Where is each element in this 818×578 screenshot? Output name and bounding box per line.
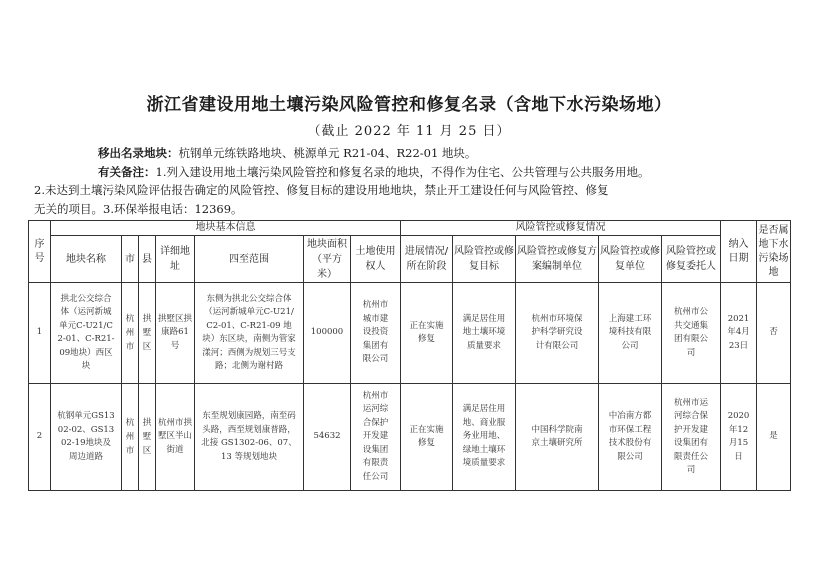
col-plan-unit: 风险管控或修复方案编制单位 bbox=[516, 236, 599, 283]
table-row bbox=[29, 384, 791, 491]
col-county: 县 bbox=[139, 236, 156, 283]
registry-table bbox=[28, 220, 791, 491]
header-risk-info: 风险管控或修复情况 bbox=[401, 221, 721, 236]
cell-boundary: 东侧为拱北公交综合体（运河新城单元C-U21/C2-01、C-R21-09 地块）东区块，南侧为管家漾河；西侧为规划三号支路；北侧为谢村路 bbox=[195, 283, 304, 384]
cell-address: 拱墅区拱康路61号 bbox=[156, 283, 195, 384]
removed-label: 移出名录地块： bbox=[98, 146, 179, 160]
document-title: 浙江省建设用地土壤污染风险管控和修复名录（含地下水污染场地） bbox=[146, 95, 672, 115]
header-seq: 序号 bbox=[29, 221, 51, 283]
cell-client: 杭州市公共交通集团有限公司 bbox=[662, 283, 721, 384]
col-area: 地块面积（平方米） bbox=[304, 236, 351, 283]
cell-plan-unit: 杭州市环境保护科学研究设计有限公司 bbox=[516, 283, 599, 384]
cell-address: 杭州市拱墅区半山街道 bbox=[156, 384, 195, 491]
cell-boundary: 东至规划康园路，南至码头路，西至规划康普路，北接 GS1302-06、07、13 等规划地块 bbox=[195, 384, 304, 491]
header-date: 纳入日期 bbox=[721, 221, 757, 283]
cell-target: 满足居住用地、商业服务业用地、绿地土壤环境质量要求 bbox=[453, 384, 516, 491]
cell-owner: 杭州市运河综合保护开发建设集团有限责任公司 bbox=[351, 384, 401, 491]
col-target: 风险管控或修复目标 bbox=[453, 236, 516, 283]
table-row bbox=[29, 283, 791, 384]
header-basic-info: 地块基本信息 bbox=[51, 221, 401, 236]
column-header-row bbox=[29, 236, 791, 283]
notes-line-3: 无关的项目。3.环保举报电话：12369。 bbox=[34, 201, 243, 216]
cell-name: 杭钢单元GS1302-02、GS1302-19地块及周边道路 bbox=[51, 384, 122, 491]
cell-progress: 正在实施修复 bbox=[401, 384, 453, 491]
cell-seq: 2 bbox=[29, 384, 51, 491]
cell-target: 满足居住用地土壤环境质量要求 bbox=[453, 283, 516, 384]
cell-client: 杭州市运河综合保护开发建设集团有限责任公司 bbox=[662, 384, 721, 491]
col-progress: 进展情况/所在阶段 bbox=[401, 236, 453, 283]
notes-line-2: 2.未达到土壤污染风险评估报告确定的风险管控、修复目标的建设用地地块，禁止开工建设任何与风险管控、修复 bbox=[34, 183, 609, 197]
document-subtitle: （截止 2022 年 11 月 25 日） bbox=[307, 124, 511, 139]
group-header-row bbox=[29, 221, 791, 236]
cell-repair-unit: 上海建工环境科技有限公司 bbox=[599, 283, 662, 384]
notes-line-1 bbox=[34, 163, 794, 182]
col-city: 市 bbox=[122, 236, 139, 283]
cell-city: 杭州市 bbox=[122, 384, 139, 491]
col-repair-unit: 风险管控或修复单位 bbox=[599, 236, 662, 283]
cell-owner: 杭州市城市建设投资集团有限公司 bbox=[351, 283, 401, 384]
notes-label: 有关备注： bbox=[98, 164, 156, 179]
cell-repair-unit: 中冶南方都市环保工程技术股份有限公司 bbox=[599, 384, 662, 491]
cell-seq: 1 bbox=[29, 283, 51, 384]
col-name: 地块名称 bbox=[51, 236, 122, 283]
cell-plan-unit: 中国科学院南京土壤研究所 bbox=[516, 384, 599, 491]
cell-area: 100000 bbox=[304, 283, 351, 384]
cell-groundwater: 是 bbox=[757, 384, 791, 491]
cell-date: 2020年12月15日 bbox=[721, 384, 757, 491]
notes-block bbox=[34, 144, 794, 218]
removed-line bbox=[34, 144, 794, 163]
cell-date: 2021年4月23日 bbox=[721, 283, 757, 384]
cell-area: 54632 bbox=[304, 384, 351, 491]
cell-county: 拱墅区 bbox=[139, 283, 156, 384]
cell-name: 拱北公交综合体（运河新城单元C-U21/C2-01、C-R21-09地块）西区块 bbox=[51, 283, 122, 384]
cell-city: 杭州市 bbox=[122, 283, 139, 384]
col-client: 风险管控或修复委托人 bbox=[662, 236, 721, 283]
cell-groundwater: 否 bbox=[757, 283, 791, 384]
notes-text-1: 1.列入建设用地土壤污染风险管控和修复名录的地块，不得作为住宅、公共管理与公共服务用地。 bbox=[155, 164, 650, 179]
cell-progress: 正在实施修复 bbox=[401, 283, 453, 384]
removed-text: 杭钢单元练铁路地块、桃源单元 R21-04、R22-01 地块。 bbox=[178, 146, 477, 160]
col-owner: 土地使用权人 bbox=[351, 236, 401, 283]
col-address: 详细地址 bbox=[156, 236, 195, 283]
cell-county: 拱墅区 bbox=[139, 384, 156, 491]
header-groundwater: 是否属地下水污染场地 bbox=[757, 221, 791, 283]
col-boundary: 四至范围 bbox=[195, 236, 304, 283]
